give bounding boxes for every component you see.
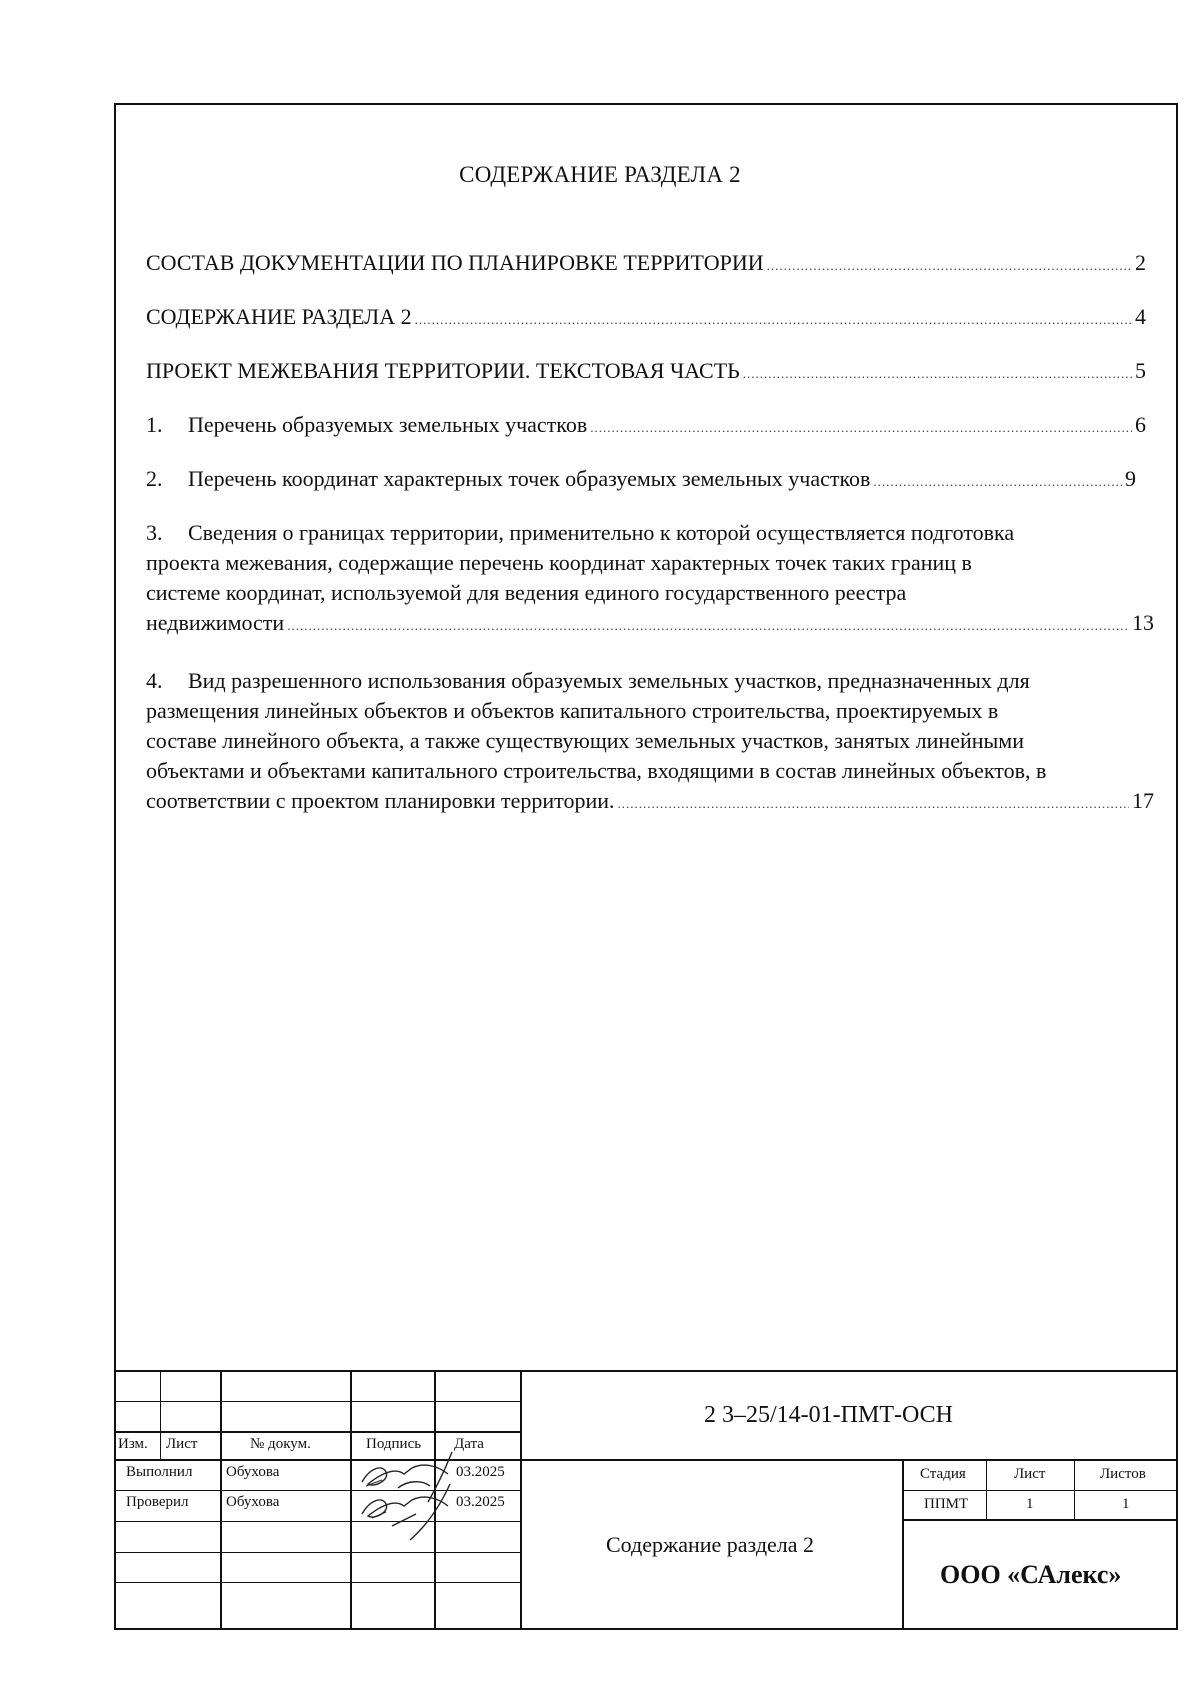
toc-leader: [767, 251, 1132, 281]
stamp-line: [902, 1459, 904, 1628]
stamp-header-signature: Подпись: [366, 1436, 422, 1452]
toc-label: СОДЕРЖАНИЕ РАЗДЕЛА 2: [146, 304, 412, 329]
toc-entry[interactable]: [146, 666, 1154, 819]
toc-entry[interactable]: [146, 464, 1136, 497]
toc-number: 4.: [146, 668, 163, 693]
sheet-name: Содержание раздела 2: [606, 1532, 815, 1557]
signature-image: [352, 1444, 472, 1544]
toc-label-line: системе координат, используемой для ведения единого государственного реестра: [146, 580, 907, 605]
stamp-line: [986, 1459, 987, 1519]
toc-label-line: Сведения о границах территории, применительно к которой осуществляется подготовка: [188, 520, 1015, 545]
toc-number: 2.: [146, 466, 163, 491]
toc-leader: [873, 467, 1122, 497]
toc-label-line: проекта межевания, содержащие перечень координат характерных точек таких границ в: [146, 550, 972, 575]
toc-entry[interactable]: [146, 518, 1154, 641]
toc-label-line: составе линейного объекта, а также существующих земельных участков, занятых линейными: [146, 728, 1024, 753]
toc-page: 4: [1135, 304, 1146, 329]
toc-leader: [618, 789, 1129, 819]
stage-value: ППМТ: [924, 1496, 969, 1512]
toc-label-line: объектами и объектами капитального строительства, входящими в состав линейных объектов, в: [146, 758, 1047, 783]
stamp-line: [114, 1401, 520, 1402]
toc-page: 2: [1135, 250, 1146, 275]
toc-leader: [590, 413, 1132, 443]
toc-label: ПРОЕКТ МЕЖЕВАНИЯ ТЕРРИТОРИИ. ТЕКСТОВАЯ ЧАСТЬ: [146, 358, 740, 383]
sheet-header: Лист: [1014, 1466, 1046, 1482]
document-code: 2 3–25/14-01-ПМТ-ОСН: [704, 1402, 953, 1428]
stamp-role: Выполнил: [126, 1464, 193, 1480]
toc-entry[interactable]: [146, 356, 1146, 389]
title-block: [114, 1370, 1178, 1630]
toc-label-line: соответствии с проектом планировки территории.: [146, 788, 615, 813]
stamp-line: [160, 1370, 161, 1459]
stamp-header-date: Дата: [454, 1436, 484, 1452]
sheets-value: 1: [1122, 1496, 1130, 1512]
stamp-line: [114, 1459, 1178, 1461]
toc-label: Перечень координат характерных точек образуемых земельных участков: [188, 466, 871, 491]
stamp-role: Проверил: [126, 1494, 189, 1510]
document-title: СОДЕРЖАНИЕ РАЗДЕЛА 2: [459, 162, 741, 187]
stamp-header-doc-no: № докум.: [250, 1436, 311, 1452]
stamp-date: 03.2025: [456, 1464, 505, 1480]
stamp-header-list: Лист: [166, 1436, 198, 1452]
stamp-name: Обухова: [226, 1464, 280, 1480]
toc-label: СОСТАВ ДОКУМЕНТАЦИИ ПО ПЛАНИРОВКЕ ТЕРРИТОРИИ: [146, 250, 764, 275]
stamp-line: [220, 1370, 222, 1628]
toc-page: 9: [1125, 466, 1136, 491]
sheets-header: Листов: [1100, 1466, 1146, 1482]
stamp-line: [902, 1519, 1178, 1521]
toc-leader: [287, 611, 1129, 641]
toc-label-line: размещения линейных объектов и объектов капитального строительства, проектируемых в: [146, 698, 999, 723]
stamp-line: [114, 1582, 520, 1583]
stamp-line: [114, 1431, 520, 1433]
stamp-line: [520, 1370, 522, 1628]
stamp-name: Обухова: [226, 1494, 280, 1510]
toc-page: 6: [1135, 412, 1146, 437]
toc-label: Перечень образуемых земельных участков: [188, 412, 588, 437]
toc-entry[interactable]: [146, 248, 1146, 281]
stamp-header-izm: Изм.: [118, 1436, 148, 1452]
sheet-value: 1: [1026, 1496, 1034, 1512]
stamp-border: [114, 1370, 1178, 1372]
stage-header: Стадия: [920, 1466, 966, 1482]
organization-name: ООО «САлекс»: [940, 1560, 1122, 1589]
stamp-line: [1074, 1459, 1075, 1519]
toc-label-line: Вид разрешенного использования образуемых земельных участков, предназначенных для: [188, 668, 1030, 693]
stamp-date: 03.2025: [456, 1494, 505, 1510]
toc-page: 5: [1135, 358, 1146, 383]
toc-label-line: недвижимости: [146, 610, 285, 635]
stamp-line: [902, 1490, 1178, 1491]
stamp-line: [114, 1552, 520, 1553]
toc-number: 3.: [146, 520, 163, 545]
toc-leader: [743, 359, 1132, 389]
toc-page: 13: [1132, 610, 1154, 635]
toc-number: 1.: [146, 412, 163, 437]
toc-entry[interactable]: [146, 302, 1146, 335]
toc-entry[interactable]: [146, 410, 1146, 443]
toc-page: 17: [1132, 788, 1154, 813]
toc-leader: [415, 305, 1132, 335]
